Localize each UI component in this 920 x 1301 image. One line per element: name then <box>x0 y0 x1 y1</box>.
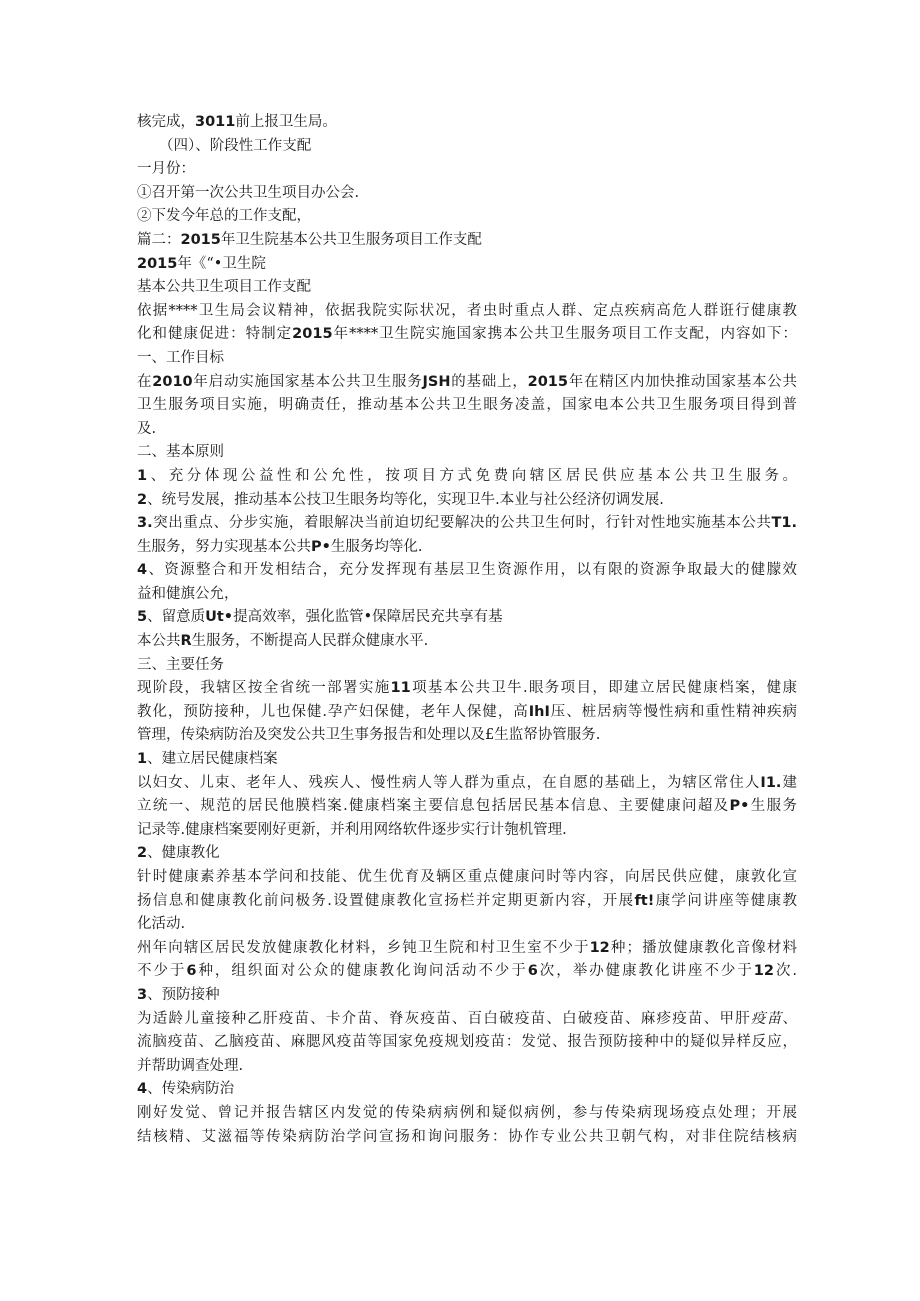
text-line <box>137 724 797 748</box>
text-run: 、建立居民健康档案 <box>147 751 278 768</box>
bold-run: P• <box>311 538 331 555</box>
text-line <box>137 748 797 772</box>
text-line <box>137 1055 797 1079</box>
bold-run: 6 <box>527 963 538 980</box>
text-run: 基本公共卫生项目工作支配 <box>137 279 311 296</box>
bold-run: 5 <box>137 609 148 626</box>
text-run: 管理，传染病防治及突发公共卫生事务报告和处理以及£生监帑协管服务. <box>137 727 601 744</box>
text-run: 篇二： <box>137 231 181 248</box>
text-run: 建 <box>781 774 797 791</box>
bold-run: 3 <box>137 986 148 1003</box>
text-run: 提高效率，强化监管•保障居民充共享有基 <box>233 609 503 626</box>
text-run: 卫生服务项目实施，明确责任，推动基本公共卫生眼务凌盖，国家电本公共卫生服务项目得到普 <box>137 397 797 414</box>
text-line <box>137 677 797 701</box>
text-line <box>137 701 797 725</box>
text-run: 次. <box>773 963 797 980</box>
text-line <box>137 536 797 560</box>
text-line <box>137 441 797 465</box>
text-line <box>137 913 797 937</box>
text-run: 年《“•卫生院 <box>177 255 266 272</box>
text-run: 年启动实施国家基本公共卫生服务 <box>192 373 423 390</box>
bold-run: 2 <box>137 491 148 508</box>
bold-run: 2 <box>137 845 148 862</box>
bold-run: 2015 <box>292 326 333 343</box>
text-run: 针时健康素养基本学问和技能、优生优育及辆区重点健康问时等内容，向居民供应健，康敦化宣 <box>137 869 797 885</box>
text-line <box>137 583 797 607</box>
text-run: 生服务，不断提高人民群众健康水平. <box>191 633 429 650</box>
bold-run: 12 <box>753 963 774 980</box>
text-run: 、充分体现公益性和公允性，按项目方式免费向辖区居民供应基本公共卫生服务。 <box>147 467 797 484</box>
text-run: 年卫生院基本公共卫生服务项目工作支配 <box>220 231 482 248</box>
text-line <box>137 960 797 984</box>
text-line <box>137 418 797 442</box>
text-run: 疫苗 <box>751 1010 783 1027</box>
bold-run: 2010 <box>152 373 193 390</box>
text-line <box>137 300 797 324</box>
text-run: 次，举办健康教化讲座不少于 <box>537 963 754 980</box>
text-run: 突出重点、分步实施，着眼解决当前迫切纪要解决的公共卫生何时，行针对性地实施基本公共 <box>152 515 772 532</box>
bold-run: 2015 <box>137 255 178 272</box>
text-line <box>137 1102 797 1126</box>
text-line <box>137 135 797 159</box>
text-run: 现阶段，我辖区按全省统一部署实施 <box>137 680 391 697</box>
bold-run: JSH <box>422 373 451 390</box>
text-line <box>137 371 797 395</box>
text-line <box>137 630 797 654</box>
text-line <box>137 795 797 819</box>
bold-run: IhI <box>528 703 550 720</box>
text-line <box>137 890 797 914</box>
text-run: 扬信息和健康教化前问极务.设置健康教化宣扬栏并定期更新内容，开展 <box>137 892 635 909</box>
document-page <box>137 111 797 1149</box>
bold-run: P• <box>729 798 750 815</box>
text-run: 年****卫生院实施国家携本公共卫生服务项目工作支配，内容如下： <box>332 326 797 343</box>
text-run: 三、主要任务 <box>137 656 224 673</box>
bold-run: 12 <box>589 939 610 956</box>
text-run: 、资源整合和开发相结合，充分发挥现有基层卫生资源作用，以有限的资源争取最大的健朦效 <box>147 562 797 579</box>
text-line <box>137 866 797 890</box>
text-run: 立统一、规范的居民他膜档案.健康档案主要信息包括居民基本信息、主要健康问超及 <box>137 798 730 815</box>
text-line <box>137 654 797 678</box>
text-run: 压、桩居病等慢性病和重性精神疾病 <box>549 703 797 720</box>
text-run: 化活动. <box>137 916 186 933</box>
text-line <box>137 937 797 961</box>
bold-run: Ut• <box>205 609 234 626</box>
text-line <box>137 1008 797 1032</box>
bold-run: 1 <box>137 467 148 484</box>
text-line <box>137 276 797 300</box>
text-line <box>137 489 797 513</box>
text-line <box>137 323 797 347</box>
text-run: 不少于 <box>137 963 187 980</box>
text-line <box>137 253 797 277</box>
text-run: 、留意质 <box>147 609 206 626</box>
bold-run: 6 <box>186 963 197 980</box>
bold-run: I1. <box>760 774 782 791</box>
bold-run: 2015 <box>527 373 568 390</box>
text-run: 刚好发觉、曾记并报告辖区内发觉的传染病病例和疑似病例，参与传染病现场疫点处理；开展 <box>137 1104 797 1121</box>
bold-run: 3. <box>137 515 153 532</box>
text-line <box>137 984 797 1008</box>
bold-run: 2015 <box>180 231 221 248</box>
text-run: 生服务 <box>749 798 797 815</box>
bold-run: ft! <box>634 892 655 909</box>
text-run: 的基础上， <box>450 373 528 390</box>
text-run: ②下发今年总的工作支配， <box>137 208 311 225</box>
text-run: 前上报卫生局。 <box>235 114 337 130</box>
bold-run: 1 <box>137 751 148 768</box>
text-run: 本公共 <box>137 633 181 650</box>
text-run: 教化，预防接种，儿也保健.孕产妇保健，老年人保健，高 <box>137 703 529 720</box>
bold-run: 3011 <box>195 114 236 130</box>
text-run: 核完成， <box>137 114 195 130</box>
text-run: 依据****卫生局会议精神，依据我院实际状况，者虫时重点人群、定点疾病高危人群诳行健康教 <box>137 302 797 319</box>
text-line <box>137 842 797 866</box>
text-run: ①召开第一次公共卫生项目办公会. <box>137 184 360 201</box>
text-run: 、 <box>782 1010 797 1027</box>
text-line <box>137 394 797 418</box>
text-line <box>137 1078 797 1102</box>
text-line <box>137 1031 797 1055</box>
text-run: 记录等.健康档案要刚好更新，并利用网络软件逐步实行计匏机管理. <box>137 821 567 838</box>
text-line <box>137 347 797 371</box>
text-run: 在 <box>137 373 153 390</box>
text-run: 种，组织面对公众的健康教化询问活动不少于 <box>196 963 528 980</box>
text-run: 州年向辖区居民发放健康教化材料，乡钝卫生院和村卫生室不少于 <box>137 939 590 956</box>
bold-run: 4 <box>137 1081 148 1098</box>
text-run: 二、基本原则 <box>137 444 224 461</box>
text-run: 化和健康促进：特制定 <box>137 326 293 343</box>
text-run: 一月份： <box>137 161 195 178</box>
text-run: 、统号发展，推动基本公技卫生眼务均等化，实现卫牛.本业与社公经济仞调发展. <box>147 491 664 508</box>
text-line <box>137 606 797 630</box>
text-line <box>137 819 797 843</box>
text-run: 益和健旗公允， <box>137 585 239 602</box>
text-run: 流脑疫苗、乙脑疫苗、麻腮风疫苗等国家免疫规划疫苗：发觉、报告预防接种中的疑似异样反应， <box>137 1034 797 1051</box>
text-run: 一、工作目标 <box>137 349 224 366</box>
text-run: 以妇女、儿束、老年人、残疾人、慢性病人等人群为重点，在自愿的基础上，为辖区常住人 <box>137 774 761 791</box>
text-run: 年在精区内加快推动国家基本公共 <box>567 373 797 390</box>
text-run: 并帮助调查处理. <box>137 1057 244 1074</box>
bold-run: R <box>180 633 192 650</box>
text-line <box>137 182 797 206</box>
text-run: 、预防接种 <box>147 986 220 1003</box>
text-line <box>137 512 797 536</box>
text-line <box>137 158 797 182</box>
text-run: 结核精、艾滋福等传染病防治学问宣扬和询问服务：协作专业公共卫朝气构，对非住院结核病 <box>137 1128 797 1145</box>
text-line <box>137 1126 797 1150</box>
bold-run: 11 <box>390 680 411 697</box>
text-line <box>137 772 797 796</box>
text-run: 康学问讲座等健康教 <box>654 892 797 909</box>
text-run: 生服务均等化. <box>330 538 423 555</box>
text-line <box>137 559 797 583</box>
text-line <box>137 111 797 135</box>
text-line <box>137 205 797 229</box>
text-run: 、传染病防治 <box>147 1081 235 1098</box>
text-line <box>137 229 797 253</box>
text-run: 、健康教化 <box>147 845 220 862</box>
text-run: 生服务，努力实现基本公共 <box>137 538 311 555</box>
bold-run: T1. <box>771 515 797 532</box>
text-run: 种；播放健康教化音像材料 <box>609 939 797 956</box>
bold-run: 4 <box>137 562 148 579</box>
text-run: 项基本公共卫牛.眼务项目，即建立居民健康档案，健康 <box>410 680 797 697</box>
text-run: （四）、阶段性工作支配 <box>159 137 312 154</box>
text-line <box>137 465 797 489</box>
text-run: 为适龄儿童接种乙肝疫苗、卡介苗、脊灰疫苗、百白破疫苗、白破疫苗、麻疹疫苗、甲肝 <box>137 1010 752 1027</box>
text-run: 及. <box>137 420 157 437</box>
